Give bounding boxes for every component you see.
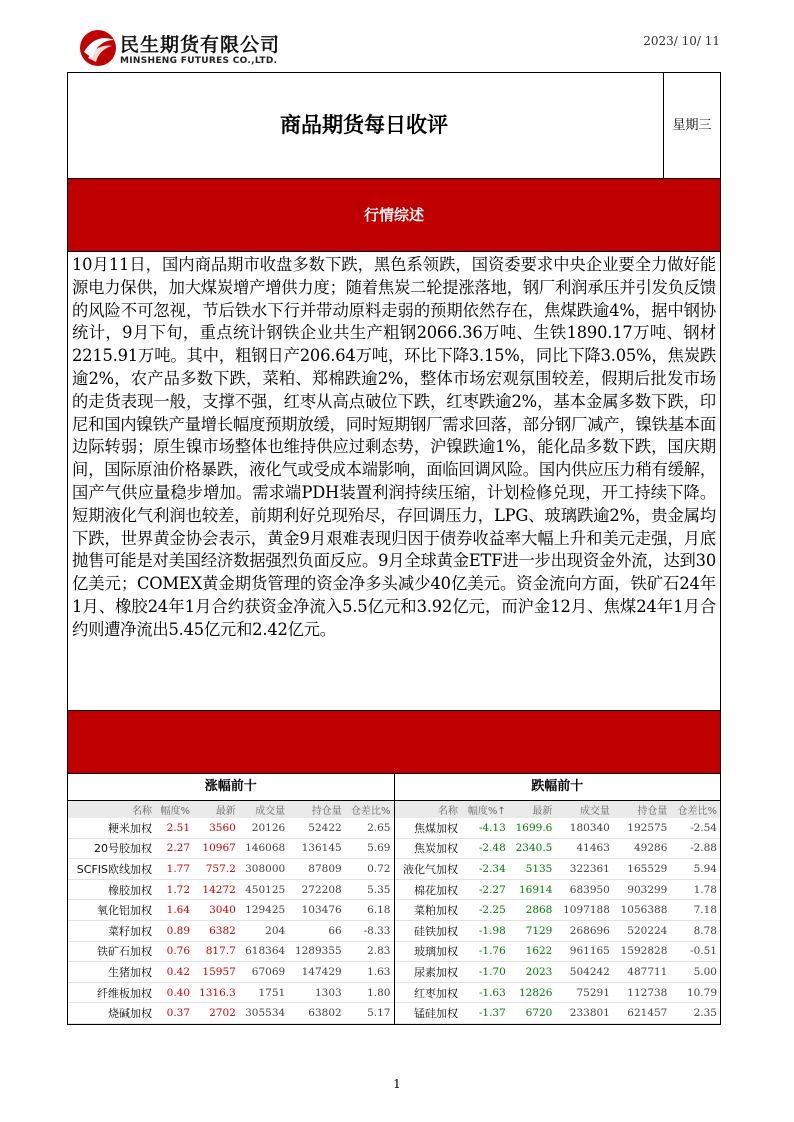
page-number: 1 — [393, 1077, 401, 1091]
market-summary: 10月11日，国内商品期市收盘多数下跌，黑色系领跌，国资委要求中央企业要全力做好能源电力保供，加大煤炭增产增供力度；随着焦炭二轮提涨落地，钢厂利润承压并引发负反馈的风险不可忽视，节后铁水下行并带动原料走弱的预期依然存在，焦煤跌逾4%，据中钢协统计，9月下旬，重点统计钢铁企业共生产粗钢2066.36万吨、生铁1890.17万吨、钢材2215.91万吨。其中，粗钢日产206.64万吨，环比下降3.15%，同比下降3.05%，焦炭跌逾2%，农产品多数下跌，菜粕、郑棉跌逾2%，整体市场宏观氛围较差，假期后批发市场的走货表现一般，支撑不强，红枣从高点破位下跌，红枣跌逾2%，基本金属多数下跌，印尼和国内镍铁产量增长幅度预期放缓，同时短期钢厂需求回落，部分钢厂减产，镍铁基本面边际转弱；原生镍市场整体也维持供应过剩态势，沪镍跌逾1%，能化品多数下跌，国庆期间，国际原油价格暴跌，液化气或受成本端影响，面临回调风险。国内供应压力稍有缓解，国产气供应量稳步增加。需求端PDH装置利润持续压缩，计划检修兑现，开工持续下降。短期液化气利润也较差，前期利好兑现殆尽，存回调压力，LPG、玻璃跌逾2%，贵金属均下跌，世界黄金协会表示，黄金9月艰难表现归因于债券收益率大幅上升和美元走强，月底抛售可能是对美国经济数据强烈负面反应。9月全球黄金ETF进一步出现资金外流，达到30亿美元；COMEX黄金期货管理的资金净多头减少40亿美元。资金流向方面，铁矿石24年1月、橡胶24年1月合约获资金净流入5.5亿元和3.92亿元，而沪金12月、焦煤24年1月合约则遭净流出5.45亿元和2.42亿元。 — [68, 252, 720, 711]
contract-name: 硅铁加权 — [395, 920, 461, 941]
contract-name: 红枣加权 — [395, 982, 461, 1003]
latest-price: 817.7 — [193, 941, 239, 962]
latest-price: 2702 — [193, 1003, 239, 1024]
open-interest: 903299 — [613, 879, 671, 900]
column-header: 成交量 — [239, 801, 288, 818]
latest-price: 3560 — [193, 818, 239, 838]
page-header — [78, 28, 728, 72]
column-header: 持仓量 — [288, 801, 345, 818]
report-frame — [67, 72, 721, 774]
table-row — [68, 1003, 394, 1024]
gainers-title: 涨幅前十 — [68, 774, 394, 801]
column-header: 仓差比% — [345, 801, 394, 818]
open-interest: 63802 — [288, 1003, 345, 1024]
oi-change-percent: 6.18 — [345, 900, 394, 921]
divider-banner — [68, 711, 720, 774]
table-row — [395, 838, 721, 859]
oi-change-percent: 5.69 — [345, 838, 394, 859]
losers-table — [395, 773, 722, 1025]
oi-change-percent: 5.94 — [670, 859, 720, 880]
oi-change-percent: 0.72 — [345, 859, 394, 880]
oi-change-percent: 2.83 — [345, 941, 394, 962]
oi-change-percent: 5.35 — [345, 879, 394, 900]
latest-price: 5135 — [509, 859, 556, 880]
report-date: 2023/ 10/ 11 — [643, 34, 720, 48]
open-interest: 621457 — [613, 1003, 671, 1024]
change-percent: 0.42 — [155, 962, 193, 983]
table-row — [68, 920, 394, 941]
oi-change-percent: 8.78 — [670, 920, 720, 941]
latest-price: 2340.5 — [509, 838, 556, 859]
volume: 1097188 — [555, 900, 613, 921]
contract-name: 氧化铝加权 — [68, 900, 155, 921]
column-header: 幅度% — [155, 801, 193, 818]
oi-change-percent: 10.79 — [670, 982, 720, 1003]
volume: 204 — [239, 920, 288, 941]
contract-name: 玻璃加权 — [395, 941, 461, 962]
change-percent: -2.27 — [461, 879, 509, 900]
change-percent: 0.89 — [155, 920, 193, 941]
table-row — [68, 941, 394, 962]
table-row — [395, 1003, 721, 1024]
volume: 618364 — [239, 941, 288, 962]
open-interest: 487711 — [613, 962, 671, 983]
change-percent: 0.40 — [155, 982, 193, 1003]
contract-name: 纤维板加权 — [68, 982, 155, 1003]
table-row — [395, 941, 721, 962]
latest-price: 1622 — [509, 941, 556, 962]
company-name-en: MINSHENG FUTURES CO.,LTD. — [120, 56, 278, 66]
oi-change-percent: 2.65 — [345, 818, 394, 838]
contract-name: 铁矿石加权 — [68, 941, 155, 962]
volume: 683950 — [555, 879, 613, 900]
change-percent: -1.63 — [461, 982, 509, 1003]
change-percent: 2.51 — [155, 818, 193, 838]
contract-name: SCFIS欧线加权 — [68, 859, 155, 880]
column-header: 成交量 — [555, 801, 613, 818]
column-header: 名称 — [68, 801, 155, 818]
latest-price: 3040 — [193, 900, 239, 921]
change-percent: -1.37 — [461, 1003, 509, 1024]
gainers-body — [68, 818, 394, 1023]
oi-change-percent: 2.35 — [670, 1003, 720, 1024]
section-banner — [68, 179, 720, 252]
volume: 41463 — [555, 838, 613, 859]
table-row — [68, 859, 394, 880]
table-row — [395, 982, 721, 1003]
latest-price: 757.2 — [193, 859, 239, 880]
table-row — [395, 962, 721, 983]
latest-price: 2868 — [509, 900, 556, 921]
table-row — [395, 879, 721, 900]
table-row — [68, 900, 394, 921]
volume: 1751 — [239, 982, 288, 1003]
open-interest: 136145 — [288, 838, 345, 859]
change-percent: 2.27 — [155, 838, 193, 859]
volume: 180340 — [555, 818, 613, 838]
open-interest: 1056388 — [613, 900, 671, 921]
contract-name: 菜籽加权 — [68, 920, 155, 941]
change-percent: -1.70 — [461, 962, 509, 983]
open-interest: 112738 — [613, 982, 671, 1003]
contract-name: 粳米加权 — [68, 818, 155, 838]
change-percent: -4.13 — [461, 818, 509, 838]
volume: 75291 — [555, 982, 613, 1003]
open-interest: 1289355 — [288, 941, 345, 962]
change-percent: -1.76 — [461, 941, 509, 962]
open-interest: 52422 — [288, 818, 345, 838]
change-percent: -1.98 — [461, 920, 509, 941]
volume: 268696 — [555, 920, 613, 941]
latest-price: 14272 — [193, 879, 239, 900]
open-interest: 87809 — [288, 859, 345, 880]
oi-change-percent: 5.17 — [345, 1003, 394, 1024]
open-interest: 49286 — [613, 838, 671, 859]
change-percent: -2.25 — [461, 900, 509, 921]
table-row — [68, 838, 394, 859]
latest-price: 1699.6 — [509, 818, 556, 838]
volume: 322361 — [555, 859, 613, 880]
latest-price: 16914 — [509, 879, 556, 900]
latest-price: 15957 — [193, 962, 239, 983]
table-row — [68, 818, 394, 838]
change-percent: 0.76 — [155, 941, 193, 962]
oi-change-percent: -8.33 — [345, 920, 394, 941]
minsheng-logo-icon — [78, 28, 118, 68]
change-percent: 0.37 — [155, 1003, 193, 1024]
contract-name: 焦炭加权 — [395, 838, 461, 859]
volume: 233801 — [555, 1003, 613, 1024]
company-name-cn: 民生期货有限公司 — [120, 34, 281, 56]
oi-change-percent: -2.54 — [670, 818, 720, 838]
column-header: 最新 — [193, 801, 239, 818]
volume: 67069 — [239, 962, 288, 983]
column-header: 名称 — [395, 801, 461, 818]
contract-name: 烧碱加权 — [68, 1003, 155, 1024]
column-header: 持仓量 — [613, 801, 671, 818]
change-percent: 1.77 — [155, 859, 193, 880]
volume: 450125 — [239, 879, 288, 900]
change-percent: -2.34 — [461, 859, 509, 880]
open-interest: 520224 — [613, 920, 671, 941]
volume: 305534 — [239, 1003, 288, 1024]
open-interest: 192575 — [613, 818, 671, 838]
oi-change-percent: 7.18 — [670, 900, 720, 921]
losers-header-row — [395, 801, 721, 818]
latest-price: 2023 — [509, 962, 556, 983]
volume: 146068 — [239, 838, 288, 859]
table-row — [395, 859, 721, 880]
section-title: 行情综述 — [363, 206, 424, 224]
title-row — [68, 73, 720, 179]
weekday-label: 星期三 — [663, 73, 720, 178]
open-interest: 1303 — [288, 982, 345, 1003]
column-header: 仓差比% — [670, 801, 720, 818]
volume: 20126 — [239, 818, 288, 838]
volume: 504242 — [555, 962, 613, 983]
latest-price: 6720 — [509, 1003, 556, 1024]
losers-title: 跌幅前十 — [395, 774, 721, 801]
contract-name: 液化气加权 — [395, 859, 461, 880]
oi-change-percent: 5.00 — [670, 962, 720, 983]
open-interest: 165529 — [613, 859, 671, 880]
ranking-tables — [67, 773, 721, 1025]
latest-price: 7129 — [509, 920, 556, 941]
open-interest: 1592828 — [613, 941, 671, 962]
report-title: 商品期货每日收评 — [280, 113, 448, 137]
contract-name: 棉花加权 — [395, 879, 461, 900]
column-header: 最新 — [509, 801, 556, 818]
contract-name: 锰硅加权 — [395, 1003, 461, 1024]
latest-price: 6382 — [193, 920, 239, 941]
oi-change-percent: 1.78 — [670, 879, 720, 900]
volume: 129425 — [239, 900, 288, 921]
open-interest: 103476 — [288, 900, 345, 921]
contract-name: 20号胶加权 — [68, 838, 155, 859]
volume: 961165 — [555, 941, 613, 962]
volume: 308000 — [239, 859, 288, 880]
contract-name: 菜粕加权 — [395, 900, 461, 921]
table-row — [68, 879, 394, 900]
gainers-header-row — [68, 801, 394, 818]
contract-name: 尿素加权 — [395, 962, 461, 983]
oi-change-percent: 1.63 — [345, 962, 394, 983]
open-interest: 66 — [288, 920, 345, 941]
table-row — [68, 962, 394, 983]
oi-change-percent: 1.80 — [345, 982, 394, 1003]
latest-price: 12826 — [509, 982, 556, 1003]
open-interest: 272208 — [288, 879, 345, 900]
gainers-table — [67, 773, 395, 1025]
table-row — [395, 900, 721, 921]
latest-price: 1316.3 — [193, 982, 239, 1003]
table-row — [395, 920, 721, 941]
open-interest: 147429 — [288, 962, 345, 983]
change-percent: 1.72 — [155, 879, 193, 900]
oi-change-percent: -2.88 — [670, 838, 720, 859]
losers-body — [395, 818, 721, 1023]
contract-name: 焦煤加权 — [395, 818, 461, 838]
contract-name: 橡胶加权 — [68, 879, 155, 900]
table-row — [395, 818, 721, 838]
column-header: 幅度%↑ — [461, 801, 509, 818]
change-percent: 1.64 — [155, 900, 193, 921]
latest-price: 10967 — [193, 838, 239, 859]
change-percent: -2.48 — [461, 838, 509, 859]
oi-change-percent: -0.51 — [670, 941, 720, 962]
table-row — [68, 982, 394, 1003]
contract-name: 生猪加权 — [68, 962, 155, 983]
